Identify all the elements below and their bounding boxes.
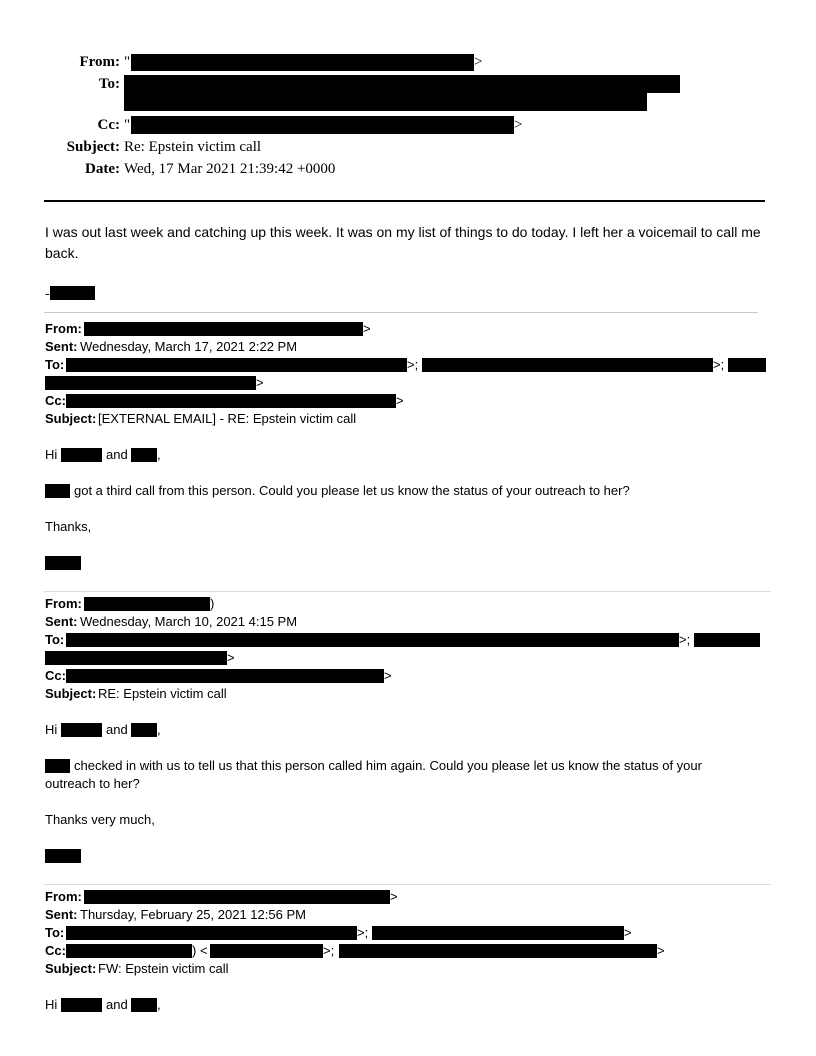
msg1-subject-label: Subject: bbox=[45, 411, 97, 426]
msg1-from-label: From: bbox=[45, 321, 82, 336]
redaction-box bbox=[84, 890, 390, 904]
msg3-from-gt: > bbox=[390, 889, 398, 904]
redaction-box bbox=[66, 358, 407, 372]
redaction-box bbox=[45, 376, 256, 390]
header-divider bbox=[44, 200, 765, 202]
msg2-sent-label: Sent: bbox=[45, 614, 78, 629]
redaction-box bbox=[45, 849, 81, 863]
msg3-cc-paren: ) < bbox=[192, 943, 208, 958]
msg1-to-gt: > bbox=[256, 375, 264, 390]
redaction-box bbox=[131, 116, 514, 134]
redaction-box bbox=[124, 93, 647, 111]
msg3-to-gt: > bbox=[624, 925, 632, 940]
header-from-prefix: " bbox=[124, 54, 131, 70]
msg3-sent-label: Sent: bbox=[45, 907, 78, 922]
redaction-box bbox=[66, 926, 357, 940]
msg2-to-label: To: bbox=[45, 632, 65, 647]
msg1-cc-label: Cc: bbox=[45, 393, 66, 408]
msg2-cc-gt: > bbox=[384, 668, 392, 683]
msg3-to-label: To: bbox=[45, 925, 65, 940]
msg1-greeting-comma: , bbox=[157, 447, 161, 462]
msg3-subject-label: Subject: bbox=[45, 961, 97, 976]
msg3-sent-value: Thursday, February 25, 2021 12:56 PM bbox=[80, 907, 306, 922]
redaction-box bbox=[66, 669, 384, 683]
quoted-divider bbox=[44, 884, 771, 885]
header-from-suffix: > bbox=[474, 54, 483, 70]
msg1-subject-value: [EXTERNAL EMAIL] - RE: Epstein victim call bbox=[98, 411, 357, 426]
msg1-cc-gt: > bbox=[396, 393, 404, 408]
msg2-cc-label: Cc: bbox=[45, 668, 66, 683]
reply-body: I was out last week and catching up this week. It was on my list of things to do today. I left her a voicemail to call me back. bbox=[45, 224, 761, 261]
msg1-sent-label: Sent: bbox=[45, 339, 78, 354]
redaction-box bbox=[50, 286, 95, 300]
redaction-box bbox=[131, 723, 157, 737]
redaction-box bbox=[131, 998, 157, 1012]
redaction-box bbox=[61, 998, 102, 1012]
msg1-to-label: To: bbox=[45, 357, 65, 372]
msg3-cc-label: Cc: bbox=[45, 943, 66, 958]
redaction-box bbox=[131, 54, 474, 71]
redaction-box bbox=[84, 597, 210, 611]
redaction-box bbox=[84, 322, 363, 336]
msg2-from-label: From: bbox=[45, 596, 82, 611]
redaction-box bbox=[339, 944, 657, 958]
msg2-to-semi: >; bbox=[679, 632, 691, 647]
msg2-sent-value: Wednesday, March 10, 2021 4:15 PM bbox=[80, 614, 298, 629]
msg3-cc-semi: >; bbox=[323, 943, 335, 958]
signature-dash: - bbox=[45, 285, 50, 301]
msg3-to-semi: >; bbox=[357, 925, 369, 940]
header-date-label: Date: bbox=[85, 161, 120, 177]
header-subject-row bbox=[0, 137, 816, 159]
msg1-from-gt: > bbox=[363, 321, 371, 336]
msg3-greeting-hi: Hi bbox=[45, 997, 58, 1012]
redaction-box bbox=[66, 394, 396, 408]
msg2-body-line2: outreach to her? bbox=[45, 776, 140, 791]
redaction-box bbox=[45, 651, 227, 665]
header-cc-prefix: " bbox=[124, 117, 131, 133]
msg2-to-gt: > bbox=[227, 650, 235, 665]
header-to-label: To: bbox=[98, 76, 120, 92]
msg1-to-semi: >; bbox=[713, 357, 725, 372]
redaction-box bbox=[45, 484, 70, 498]
msg1-greeting-hi: Hi bbox=[45, 447, 58, 462]
header-from-label: From: bbox=[79, 54, 120, 70]
msg2-subject-value: RE: Epstein victim call bbox=[98, 686, 227, 701]
msg1-body: got a third call from this person. Could you please let us know the status of your outreach to her? bbox=[74, 483, 630, 498]
quoted-divider bbox=[44, 591, 771, 592]
header-subject-value: Re: Epstein victim call bbox=[124, 139, 262, 155]
redaction-box bbox=[728, 358, 766, 372]
header-subject-label: Subject: bbox=[66, 139, 120, 155]
redaction-box bbox=[66, 944, 192, 958]
redaction-box bbox=[124, 75, 680, 93]
redaction-box bbox=[66, 633, 679, 647]
redaction-box bbox=[372, 926, 624, 940]
msg2-greeting-comma: , bbox=[157, 722, 161, 737]
msg2-from-paren: ) bbox=[210, 596, 215, 611]
quoted-divider bbox=[44, 312, 758, 313]
msg2-greeting-and: and bbox=[106, 722, 128, 737]
redaction-box bbox=[61, 448, 102, 462]
header-cc-suffix: > bbox=[514, 117, 523, 133]
msg3-subject-value: FW: Epstein victim call bbox=[98, 961, 229, 976]
msg3-from-label: From: bbox=[45, 889, 82, 904]
msg1-closing: Thanks, bbox=[45, 519, 92, 534]
msg1-greeting-and: and bbox=[106, 447, 128, 462]
header-cc-label: Cc: bbox=[97, 117, 120, 133]
msg3-greeting-comma: , bbox=[157, 997, 161, 1012]
msg2-body-line1: checked in with us to tell us that this person called him again. Could you please let us know the status of your bbox=[74, 758, 702, 773]
msg3-greeting-and: and bbox=[106, 997, 128, 1012]
msg1-to-semi: >; bbox=[407, 357, 419, 372]
header-date-row bbox=[0, 159, 816, 181]
msg3-cc-gt: > bbox=[657, 943, 665, 958]
redaction-box bbox=[131, 448, 157, 462]
msg2-greeting-hi: Hi bbox=[45, 722, 58, 737]
msg2-closing: Thanks very much, bbox=[45, 812, 155, 827]
redaction-box bbox=[694, 633, 760, 647]
header-date-value: Wed, 17 Mar 2021 21:39:42 +0000 bbox=[124, 161, 336, 177]
redaction-box bbox=[45, 759, 70, 773]
redaction-box bbox=[210, 944, 323, 958]
redaction-box bbox=[422, 358, 713, 372]
redaction-box bbox=[45, 556, 81, 570]
msg2-subject-label: Subject: bbox=[45, 686, 97, 701]
redaction-box bbox=[61, 723, 102, 737]
msg1-sent-value: Wednesday, March 17, 2021 2:22 PM bbox=[80, 339, 298, 354]
